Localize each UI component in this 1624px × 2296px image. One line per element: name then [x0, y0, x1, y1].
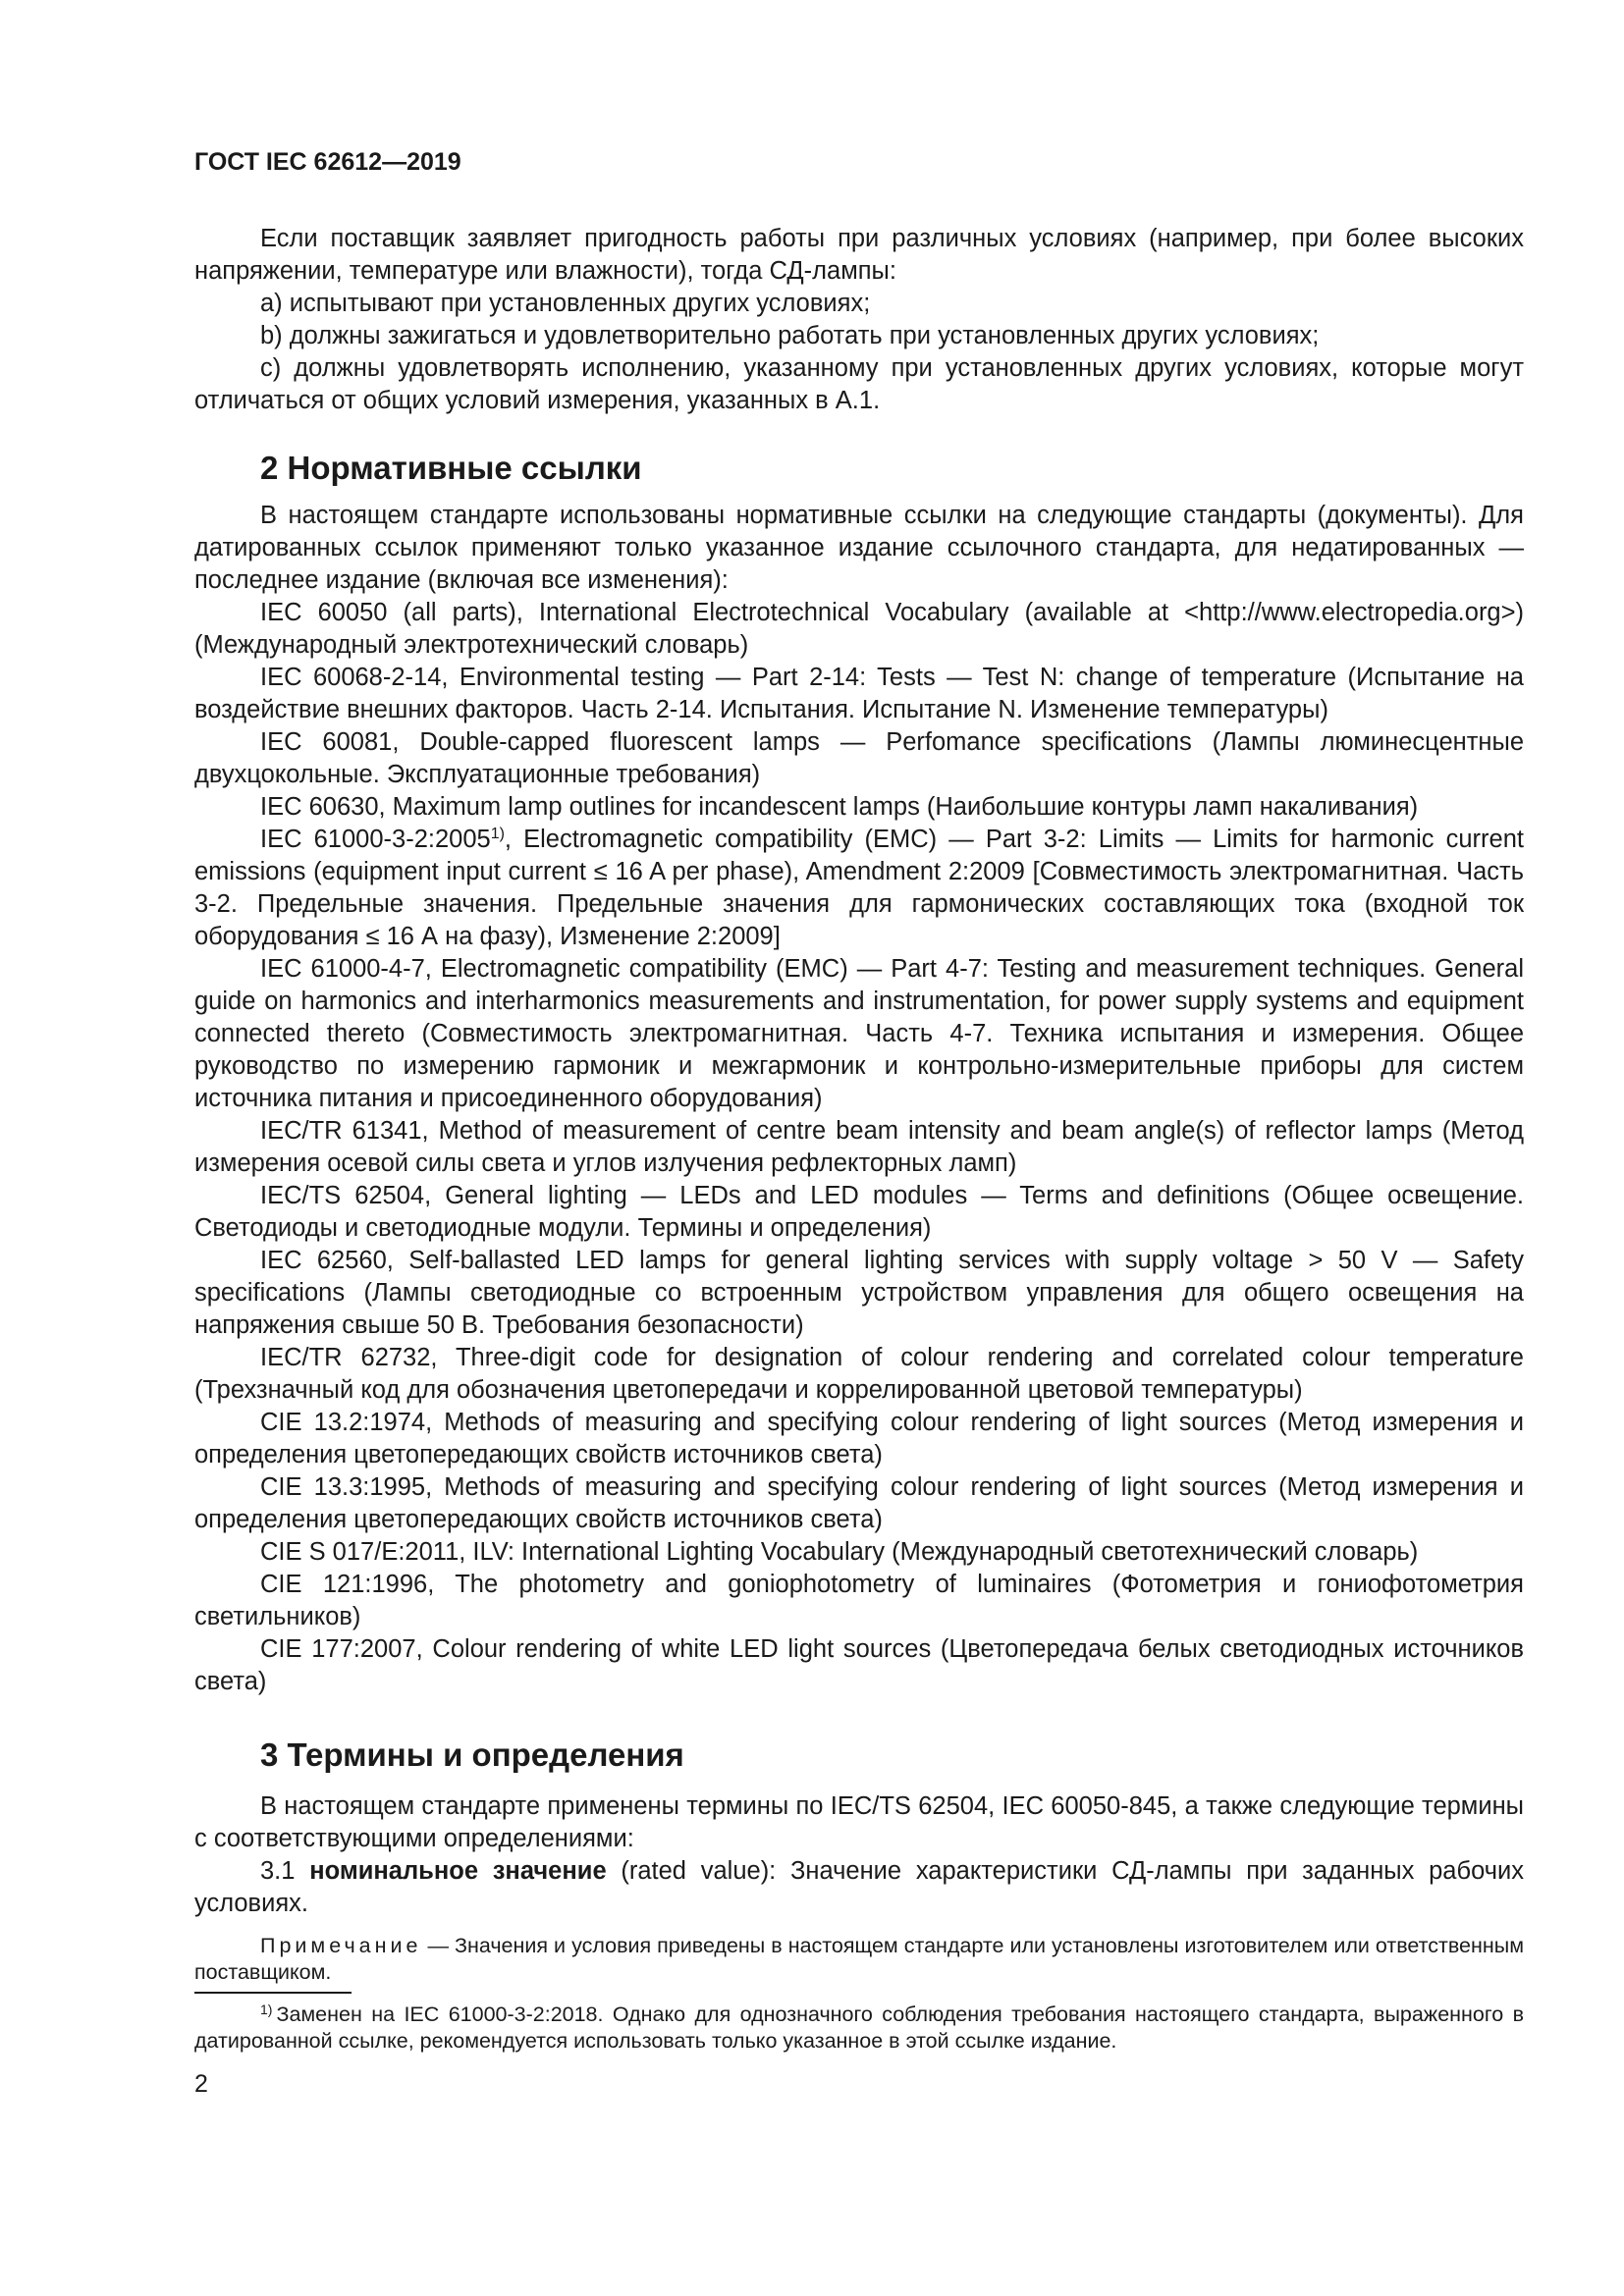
reference-iec-61000-3-2	[194, 824, 1524, 953]
note-text: — Значения и условия приведены в настоящем стандарте или установлены изготовителем или ответственным поставщиком.	[194, 1934, 1524, 1984]
reference-cie-13-2: CIE 13.2:1974, Methods of measuring and specifying colour rendering of light sources (Метод измерения и определения цветопередающих свойств источников света)	[194, 1409, 1524, 1468]
section-3-heading: 3 Термины и определения	[260, 1736, 684, 1773]
term-definition: (rated value): Значение характеристики СД-лампы при заданных рабочих условиях.	[194, 1857, 1524, 1917]
section-3-intro: В настоящем стандарте применены термины по IEC/TS 62504, IEC 60050-845, а также следующие термины с соответствующими определениями:	[194, 1792, 1524, 1852]
page-number: 2	[194, 2070, 208, 2098]
footnote-reference-mark[interactable]: 1)	[490, 826, 505, 842]
footnote-divider	[194, 1992, 352, 1994]
reference-iec-60050: IEC 60050 (all parts), International Electrotechnical Vocabulary (available at <http://www.electropedia.org>) (Международный электротехнический словарь)	[194, 599, 1524, 659]
intro-paragraph: Если поставщик заявляет пригодность работы при различных условиях (например, при более высоких напряжении, температуре или влажности), тогда СД-лампы:	[194, 225, 1524, 285]
reference-iec-60630: IEC 60630, Maximum lamp outlines for incandescent lamps (Наибольшие контуры ламп накаливания)	[260, 793, 1419, 821]
list-item-b: b) должны зажигаться и удовлетворительно работать при установленных других условиях;	[260, 322, 1320, 349]
reference-code: IEC 61000-3-2:2005	[260, 826, 491, 853]
reference-text: , Electromagnetic compatibility (EMC) — Part 3-2: Limits — Limits for harmonic current emissions (equipment input current ≤ 16 A per phase), Amendment 2:2009 [Совместимость электромагнитная. Часть 3-2. Предельные значения. Предельные значения для гармонических составляющих тока (входной ток оборудования ≤ 16 А на фазу), Изменение 2:2009]	[194, 826, 1524, 950]
term-number: 3.1	[260, 1857, 310, 1885]
reference-iec-tr-61341: IEC/TR 61341, Method of measurement of centre beam intensity and beam angle(s) of reflector lamps (Метод измерения осевой силы света и углов излучения рефлекторных ламп)	[194, 1117, 1524, 1177]
section-2-heading: 2 Нормативные ссылки	[260, 450, 642, 486]
footnote	[194, 2002, 1524, 2055]
footnote-text: Заменен на IEC 61000-3-2:2018. Однако для однозначного соблюдения требования настоящего стандарта, выраженного в датированной ссылке, рекомендуется использовать только указанное в этой ссылке издание.	[194, 2002, 1524, 2053]
section-2-intro: В настоящем стандарте использованы нормативные ссылки на следующие стандарты (документы). Для датированных ссылок применяют только указанное издание ссылочного стандарта, для недатированных — последнее издание (включая все изменения):	[194, 502, 1524, 594]
term-name: номинальное значение	[309, 1857, 607, 1885]
list-item-a: a) испытывают при установленных других условиях;	[260, 290, 871, 317]
document-header: ГОСТ IEC 62612—2019	[194, 148, 461, 176]
reference-cie-177: CIE 177:2007, Colour rendering of white LED light sources (Цветопередача белых светодиодных источников света)	[194, 1635, 1524, 1695]
list-item-c: c) должны удовлетворять исполнению, указанному при установленных других условиях, которые могут отличаться от общих условий измерения, указанных в А.1.	[194, 354, 1524, 414]
term-3-1	[194, 1855, 1524, 1920]
reference-iec-60068-2-14: IEC 60068-2-14, Environmental testing — Part 2-14: Tests — Test N: change of temperature (Испытание на воздействие внешних факторов. Часть 2-14. Испытания. Испытание N. Изменение температуры)	[194, 664, 1524, 723]
reference-cie-s-017: CIE S 017/E:2011, ILV: International Lighting Vocabulary (Международный светотехнический словарь)	[260, 1538, 1419, 1566]
footnote-mark: 1)	[260, 2002, 273, 2017]
reference-cie-121: CIE 121:1996, The photometry and goniophotometry of luminaires (Фотометрия и гониофотометрия светильников)	[194, 1571, 1524, 1630]
document-page	[194, 147, 1524, 2099]
reference-iec-tr-62732: IEC/TR 62732, Three-digit code for designation of colour rendering and correlated colour temperature (Трехзначный код для обозначения цветопередачи и коррелированной цветовой температуры)	[194, 1344, 1524, 1404]
reference-iec-ts-62504: IEC/TS 62504, General lighting — LEDs and LED modules — Terms and definitions (Общее освещение. Светодиоды и светодиодные модули. Термины и определения)	[194, 1182, 1524, 1242]
reference-iec-61000-4-7: IEC 61000-4-7, Electromagnetic compatibility (EMC) — Part 4-7: Testing and measurement techniques. General guide on harmonics and interharmonics measurements and instrumentation, for power supply systems and equipment connected thereto (Совместимость электромагнитная. Часть 4-7. Техника испытания и измерения. Общее руководство по измерению гармоник и межгармоник и контрольно-измерительные приборы для систем источника питания и присоединенного оборудования)	[194, 955, 1524, 1112]
reference-iec-62560: IEC 62560, Self-ballasted LED lamps for general lighting services with supply voltage > 50 V — Safety specifications (Лампы светодиодные со встроенным устройством управления для общего освещения на напряжения свыше 50 В. Требования безопасности)	[194, 1247, 1524, 1339]
note-label: Примечание	[260, 1934, 422, 1957]
reference-iec-60081: IEC 60081, Double-capped fluorescent lamps — Perfomance specifications (Лампы люминесцентные двухцокольные. Эксплуатационные требования)	[194, 728, 1524, 788]
reference-cie-13-3: CIE 13.3:1995, Methods of measuring and specifying colour rendering of light sources (Метод измерения и определения цветопередающих свойств источников света)	[194, 1473, 1524, 1533]
note	[194, 1933, 1524, 1986]
